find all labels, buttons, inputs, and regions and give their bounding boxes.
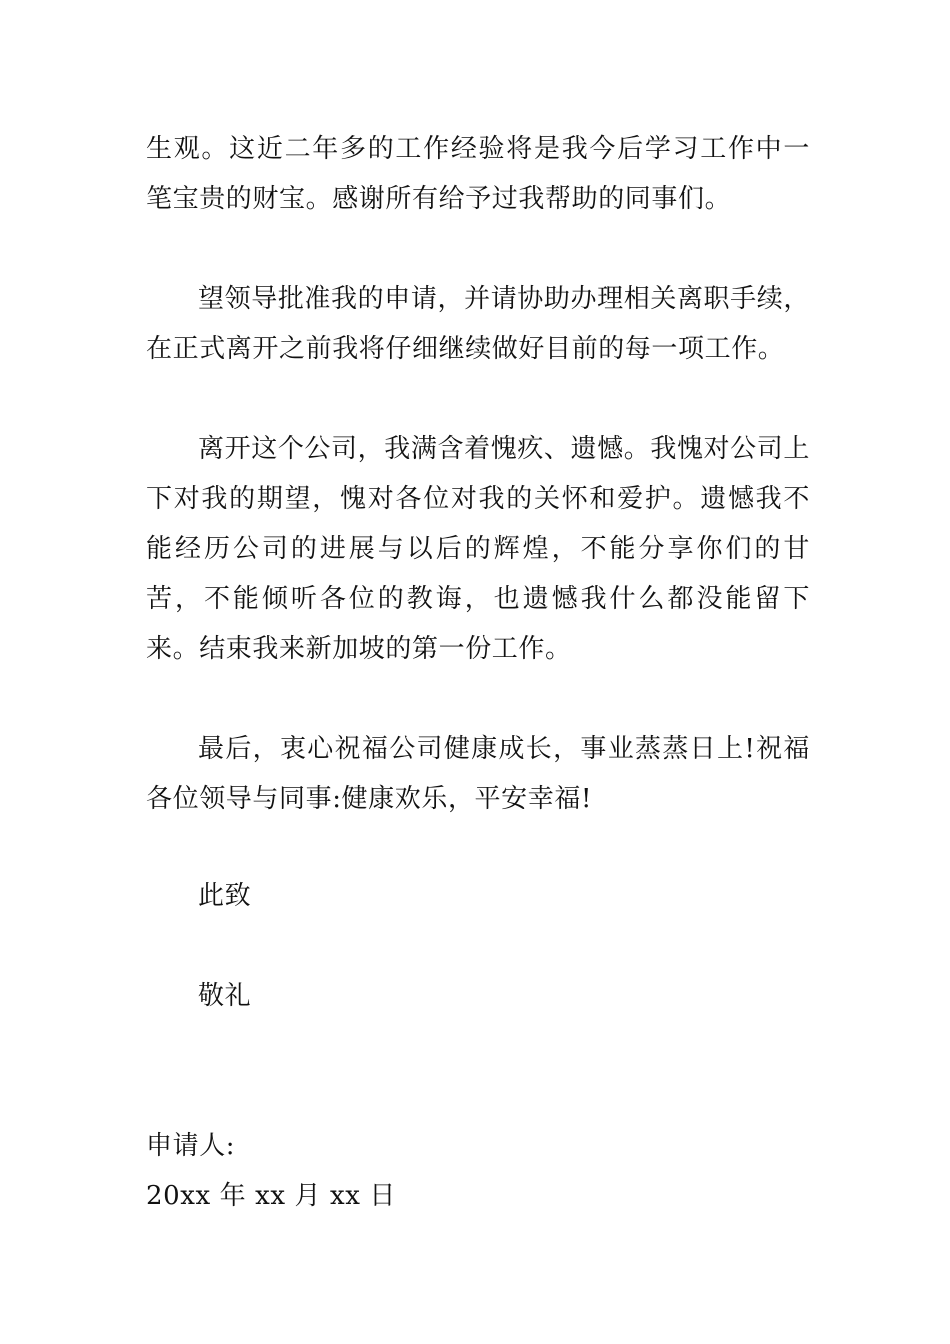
date-line: 20xx 年 xx 月 xx 日: [146, 1181, 396, 1211]
salute-phrase: 敬礼: [198, 981, 252, 1011]
applicant-label: 申请人:: [146, 1131, 236, 1161]
closing-phrase: 此致: [198, 881, 252, 911]
paragraph-request-approval: 望领导批准我的申请，并请协助办理相关离职手续，在正式离开之前我将仔细继续做好目前的每一项工作。: [146, 284, 810, 364]
paragraph-regret: 离开这个公司，我满含着愧疚、遗憾。我愧对公司上下对我的期望，愧对各位对我的关怀和爱护。遗憾我不能经历公司的进展与以后的辉煌，不能分享你们的甘苦，不能倾听各位的教诲，也遗憾我什么都没能留下来。结束我来新加坡的第一份工作。: [146, 434, 810, 664]
paragraph-blessing: 最后，衷心祝福公司健康成长，事业蒸蒸日上!祝福各位领导与同事:健康欢乐，平安幸福!: [146, 734, 810, 814]
paragraph-gratitude: 生观。这近二年多的工作经验将是我今后学习工作中一笔宝贵的财宝。感谢所有给予过我帮助的同事们。: [146, 134, 810, 214]
